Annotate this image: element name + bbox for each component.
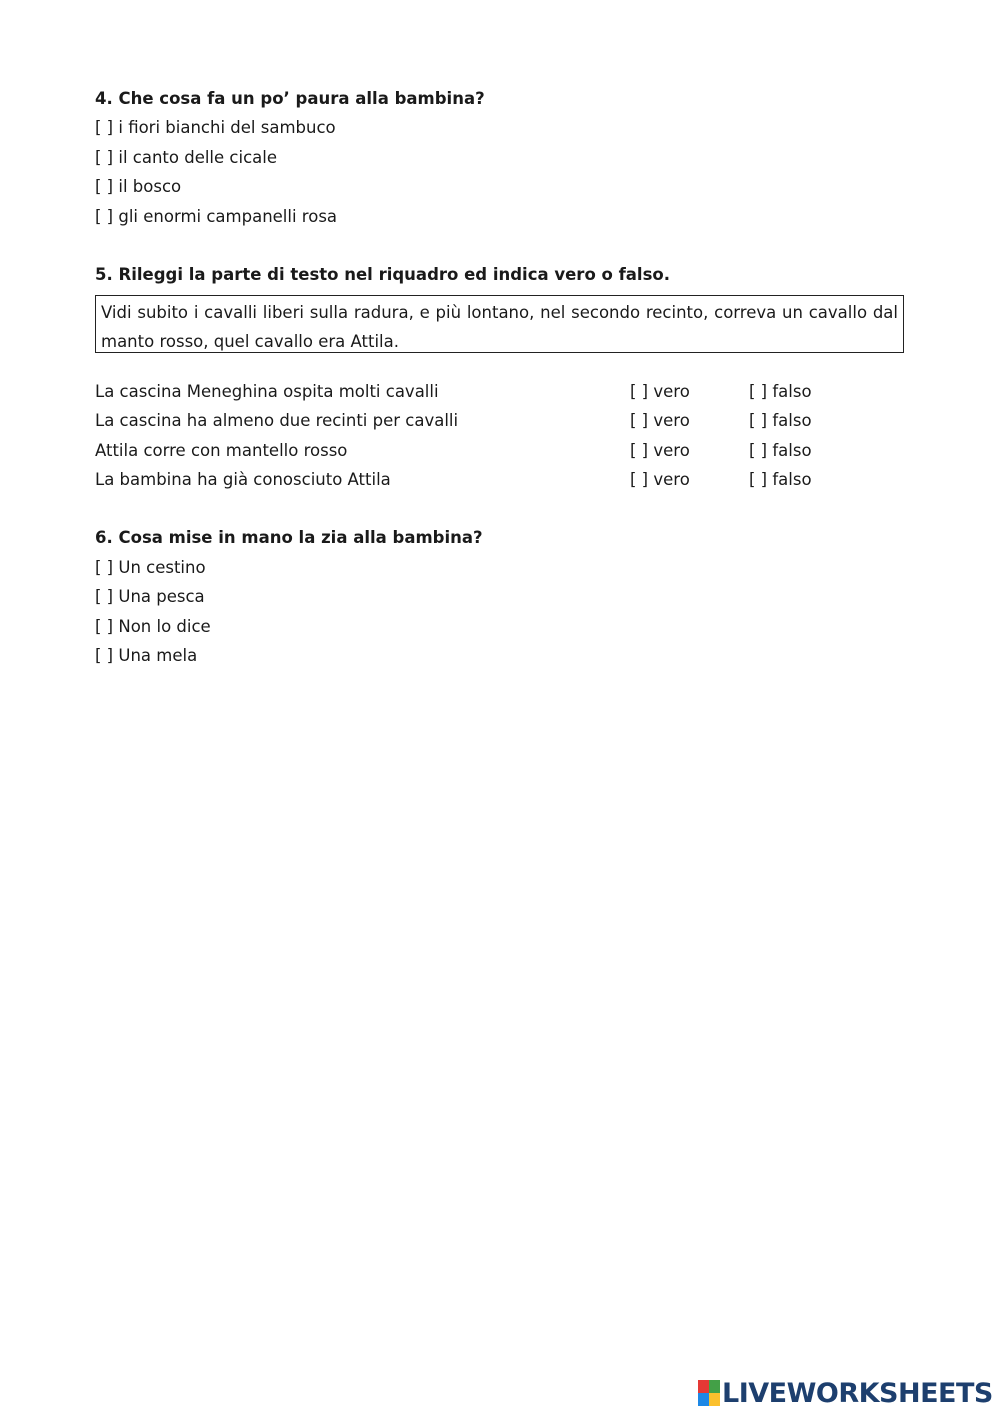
logo-block-red <box>698 1380 709 1393</box>
true-false-row <box>95 441 895 465</box>
question-6-option-3[interactable]: [ ] Non lo dice <box>95 617 211 636</box>
question-4-option-2[interactable]: [ ] il canto delle cicale <box>95 148 277 167</box>
statement-text: La cascina ha almeno due recinti per cavalli <box>95 411 459 430</box>
question-4-title: 4. Che cosa fa un po’ paura alla bambina? <box>95 89 485 108</box>
logo-text: LIVEWORKSHEETS <box>722 1377 993 1409</box>
logo-blocks-icon <box>698 1380 720 1406</box>
question-4-option-3[interactable]: [ ] il bosco <box>95 177 182 196</box>
logo-block-green <box>709 1380 720 1393</box>
liveworksheets-logo <box>698 1378 993 1408</box>
question-6-option-1[interactable]: [ ] Un cestino <box>95 558 206 577</box>
falso-option[interactable]: [ ] falso <box>749 382 812 401</box>
logo-block-blue <box>698 1393 709 1406</box>
vero-option[interactable]: [ ] vero <box>630 382 690 401</box>
logo-block-yellow <box>709 1393 720 1406</box>
question-6-title: 6. Cosa mise in mano la zia alla bambina? <box>95 528 483 547</box>
question-4-option-1[interactable]: [ ] i fiori bianchi del sambuco <box>95 118 336 137</box>
true-false-row <box>95 470 895 494</box>
question-6-option-4[interactable]: [ ] Una mela <box>95 646 198 665</box>
true-false-row <box>95 382 895 406</box>
question-4-option-4[interactable]: [ ] gli enormi campanelli rosa <box>95 207 338 226</box>
quoted-text-box: Vidi subito i cavalli liberi sulla radura, e più lontano, nel secondo recinto, correva un cavallo dal manto rosso, quel cavallo era Attila. <box>95 295 904 353</box>
question-5-title: 5. Rileggi la parte di testo nel riquadro ed indica vero o falso. <box>95 265 671 284</box>
falso-option[interactable]: [ ] falso <box>749 441 812 460</box>
statement-text: La cascina Meneghina ospita molti cavalli <box>95 382 439 401</box>
true-false-row <box>95 411 895 435</box>
vero-option[interactable]: [ ] vero <box>630 441 690 460</box>
vero-option[interactable]: [ ] vero <box>630 411 690 430</box>
statement-text: La bambina ha già conosciuto Attila <box>95 470 391 489</box>
question-6-option-2[interactable]: [ ] Una pesca <box>95 587 205 606</box>
falso-option[interactable]: [ ] falso <box>749 411 812 430</box>
falso-option[interactable]: [ ] falso <box>749 470 812 489</box>
vero-option[interactable]: [ ] vero <box>630 470 690 489</box>
statement-text: Attila corre con mantello rosso <box>95 441 348 460</box>
